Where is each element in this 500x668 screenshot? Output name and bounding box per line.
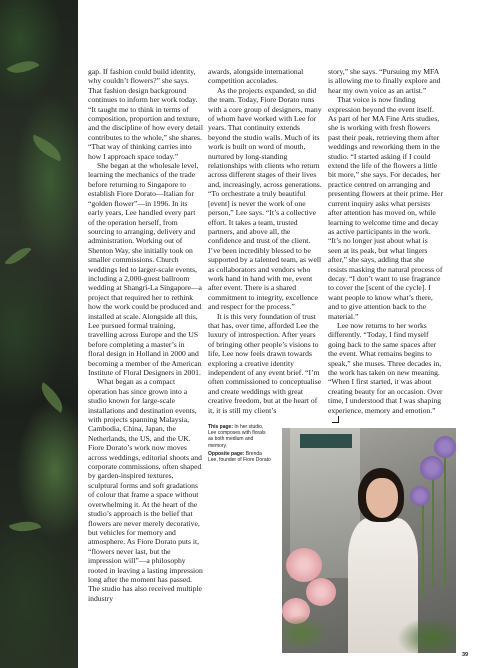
flower-stem	[422, 498, 424, 598]
caption-opposite-page	[208, 451, 272, 463]
paragraph-text: Lee now returns to her works differently. “Today, I find myself going back to the same spaces after the event. What remains begins to speak,” she muses. Three decades in, the work has taken on new meaning. “When I first started, it was about creating beauty for an occasion. Over time, I understood that I was shaping experience, memory and emotion.”	[328, 320, 443, 415]
paragraph: awards, alongside international competition accolades.	[208, 67, 304, 86]
paragraph: That voice is now finding expression beyond the event itself. As part of her MA Fine Arts studies, she is working with fresh flowers past their peak, retrieving them after weddings and reworking them in the studio. “I started asking if I could extend the life of the flowers a little bit more,” she says. For decades, her practice centred on arranging and presenting flowers at their prime. Her current inquiry asks what persists after attention has moved on, while learning to welcome time and decay as active participants in the work. “It’s no longer just about what is seen at its peak, but what lingers after,” she says, adding that she resists masking the natural process of decay. “I don’t want to use fragrance to cover the [scent of the cycle]. I want people to know what’s there, and to give attention back to the material.”	[328, 95, 443, 321]
shop-sign	[300, 434, 352, 448]
allium-flower	[434, 436, 456, 458]
person-face	[366, 478, 398, 518]
paragraph: She began at the wholesale level, learning the mechanics of the trade before returning to Singapore to establish Fiore Dorato—Italian for “golden flower”—in 1996. In its early years, Lee handled every part of the operation herself, from sourcing to arranging, delivery and administration. Working out of Shenton Way, she initially took on smaller commissions. Church weddings led to larger-scale events, including a 2,000-guest ballroom wedding at Shangri-La Singapore—a project that required her to rethink how the work could be produced and installed at scale. Alongside all this, Lee pursued formal training, travelling across Europe and the US before completing a master’s in floral design in Holland in 2000 and becoming a member of the American Institute of Floral Designers in 2001.	[88, 161, 202, 377]
flower-stem	[432, 468, 434, 588]
paragraph: As the projects expanded, so did the team. Today, Fiore Dorato runs with a core group of designers, many of whom have worked with Lee for years. That continuity extends beyond the studio walls. Much of its work is built on word of mouth, nurtured by long-standing relationships with clients who return across different stages of their lives and, increasingly, across generations. “To orchestrate a truly beautiful [event] is never the work of one person,” Lee says. “It’s a collective effort. It takes a team, trusted partners, and above all, the confidence and trust of the client. I’ve been incredibly blessed to be supported by a talented team, as well as collaborators and vendors who work hand in hand with me, event after event. There is a shared commitment to integrity, excellence and respect for the process.”	[208, 85, 322, 312]
caption-text: In her studio, Lee composes with florals as both medium and memory.	[208, 424, 266, 449]
leaf-shape	[7, 53, 40, 80]
article-column-3	[328, 67, 443, 424]
foliage-photo-strip	[0, 0, 78, 668]
caption-label: Opposite page:	[208, 450, 245, 457]
paragraph: It is this very foundation of trust that has, over time, afforded Lee the luxury of introspection. After years of bringing other people’s visions to life, Lee now feels drawn towards exploring a creative identity independent of any event brief. “I’m often commissioned to conceptualise and create weddings with great creative freedom, but at the heart of it, it is still my client’s	[208, 311, 322, 415]
leaf-shape	[9, 515, 42, 537]
paragraph: What began as a compact operation has since grown into a studio known for large-scale installations and destination events, with projects spanning Malaysia, Cambodia, China, Japan, the Netherlands, the US, and the UK. Fiore Dorato’s work now moves across weddings, editorial shoots and corporate commissions, often shaped by garden-inspired textures, sculptural forms and soft gradations of colour that frame a space without overwhelming it. At the heart of the studio’s approach is the belief that flowers are never merely decorative, but vehicles for memory and atmosphere. As Fiore Dorato puts it, “flowers never last, but the impression will”—a philosophy rooted in leaving a lasting impression long after the moment has passed. The studio has also received multiple industry	[88, 377, 203, 603]
rose-flower	[286, 548, 322, 582]
studio-portrait-photo	[282, 428, 456, 653]
allium-flower	[410, 486, 430, 506]
paragraph	[328, 321, 443, 424]
allium-flower	[420, 456, 444, 480]
page-number: 39	[462, 652, 469, 658]
foliage-foreground	[282, 593, 456, 653]
article-column-1	[88, 67, 203, 603]
paragraph: story,” she says. “Pursuing my MFA is allowing me to finally explore and hear my own voice as an artist.”	[328, 67, 441, 95]
photo-caption	[208, 424, 272, 465]
caption-this-page	[208, 424, 272, 449]
leaf-shape	[4, 241, 31, 270]
article-column-2	[208, 67, 323, 415]
leaf-shape	[28, 135, 65, 162]
caption-text: Brenda Lee, founder of Fiore Dorato	[208, 450, 271, 464]
paragraph: gap. If fashion could build identity, why couldn’t flowers?” she says. That fashion design background continues to inform her work today. “It taught me to think in terms of composition, proportion and texture, and the discipline of how every detail contributes to the whole,” she shares. “That way of thinking carries into how I approach space today.”	[88, 67, 203, 161]
end-of-article-mark	[332, 416, 339, 423]
flower-stem	[444, 448, 446, 588]
leaf-shape	[35, 382, 70, 413]
caption-label: This page:	[208, 424, 234, 430]
